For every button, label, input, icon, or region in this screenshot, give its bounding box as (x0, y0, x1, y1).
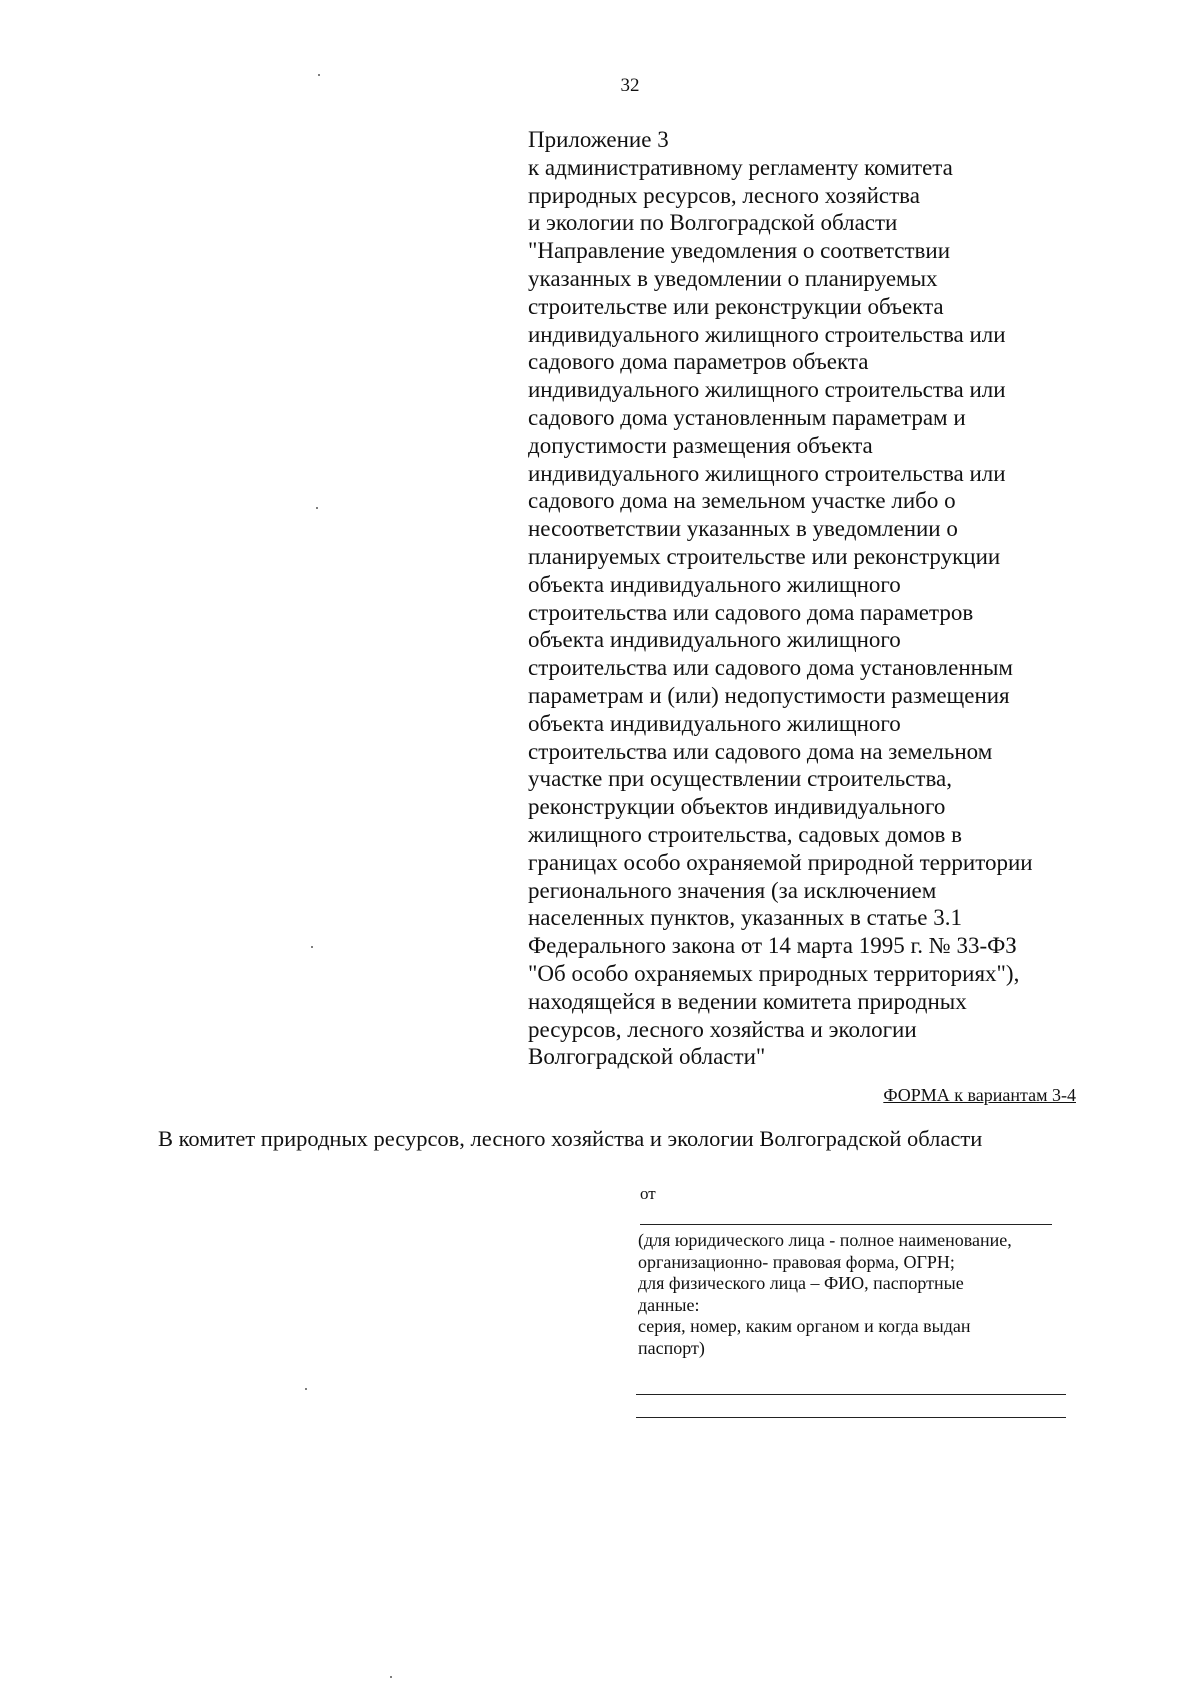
appendix-line: указанных в уведомлении о планируемых (528, 265, 938, 291)
appendix-line: населенных пунктов, указанных в статье 3.1 (528, 905, 962, 931)
applicant-note-line: серия, номер, каким органом и когда выдан (638, 1316, 971, 1337)
appendix-line: к административному регламенту комитета (528, 154, 953, 180)
applicant-note-line: для физического лица – ФИО, паспортные (638, 1273, 964, 1294)
applicant-note-line: (для юридического лица - полное наименование, (638, 1230, 1012, 1250)
scan-speck (316, 507, 318, 509)
appendix-line: объекта индивидуального жилищного (528, 710, 901, 736)
appendix-line: Федерального закона от 14 марта 1995 г. № 33-ФЗ (528, 933, 1017, 959)
appendix-line: находящейся в ведении комитета природных (528, 988, 967, 1014)
applicant-note-line: данные: (638, 1294, 700, 1315)
appendix-line: индивидуального жилищного строительства или (528, 460, 1006, 486)
appendix-line: садового дома на земельном участке либо о (528, 488, 956, 514)
scan-speck (318, 74, 320, 76)
appendix-line: объекта индивидуального жилищного (528, 627, 901, 653)
appendix-line: ресурсов, лесного хозяйства и экологии (528, 1016, 917, 1042)
applicant-details-note (638, 1230, 1078, 1360)
appendix-line: строительства или садового дома на земельном (528, 738, 993, 764)
appendix-title: Приложение 3 (528, 127, 669, 152)
appendix-line: несоответствии указанных в уведомлении о (528, 516, 958, 542)
appendix-line: объекта индивидуального жилищного (528, 571, 901, 597)
appendix-line: жилищного строительства, садовых домов в (528, 821, 962, 847)
page-number: 32 (620, 75, 640, 96)
appendix-line: индивидуального жилищного строительства или (528, 377, 1006, 403)
scan-speck (311, 946, 313, 948)
appendix-line: допустимости размещения объекта (528, 432, 873, 458)
appendix-line: природных ресурсов, лесного хозяйства (528, 182, 920, 208)
form-variant-label: ФОРМА к вариантам 3-4 (883, 1085, 1076, 1105)
appendix-line: "Об особо охраняемых природных территориях"), (528, 960, 1020, 986)
appendix-line: садового дома установленным параметрам и (528, 404, 966, 430)
appendix-line: Волгоградской области" (528, 1044, 766, 1070)
applicant-name-blank-line (640, 1224, 1052, 1225)
appendix-line: индивидуального жилищного строительства или (528, 321, 1006, 347)
appendix-line: параметрам и (или) недопустимости размещения (528, 682, 1010, 708)
scan-speck (305, 1388, 307, 1390)
appendix-line: строительства или садового дома параметров (528, 599, 974, 625)
appendix-line: садового дома параметров объекта (528, 349, 869, 375)
appendix-line: регионального значения (за исключением (528, 877, 937, 903)
applicant-details-blank-line (636, 1417, 1066, 1418)
appendix-line: "Направление уведомления о соответствии (528, 238, 951, 264)
appendix-line: границах особо охраняемой природной территории (528, 849, 1033, 875)
scan-speck (390, 1676, 392, 1678)
applicant-details-blank-line (636, 1394, 1066, 1395)
applicant-note-line: организационно- правовая форма, ОГРН; (638, 1251, 955, 1272)
appendix-line: планируемых строительстве или реконструкции (528, 543, 1001, 569)
appendix-line: участке при осуществлении строительства, (528, 766, 952, 792)
appendix-header-block (528, 126, 1088, 1071)
applicant-note-line: паспорт) (638, 1337, 705, 1358)
from-label: от (640, 1184, 656, 1203)
appendix-line: строительстве или реконструкции объекта (528, 293, 944, 319)
addressee-line: В комитет природных ресурсов, лесного хозяйства и экологии Волгоградской области (158, 1126, 983, 1151)
appendix-line: строительства или садового дома установленным (528, 655, 1013, 681)
appendix-line: и экологии по Волгоградской области (528, 210, 898, 236)
appendix-line: реконструкции объектов индивидуального (528, 794, 946, 820)
